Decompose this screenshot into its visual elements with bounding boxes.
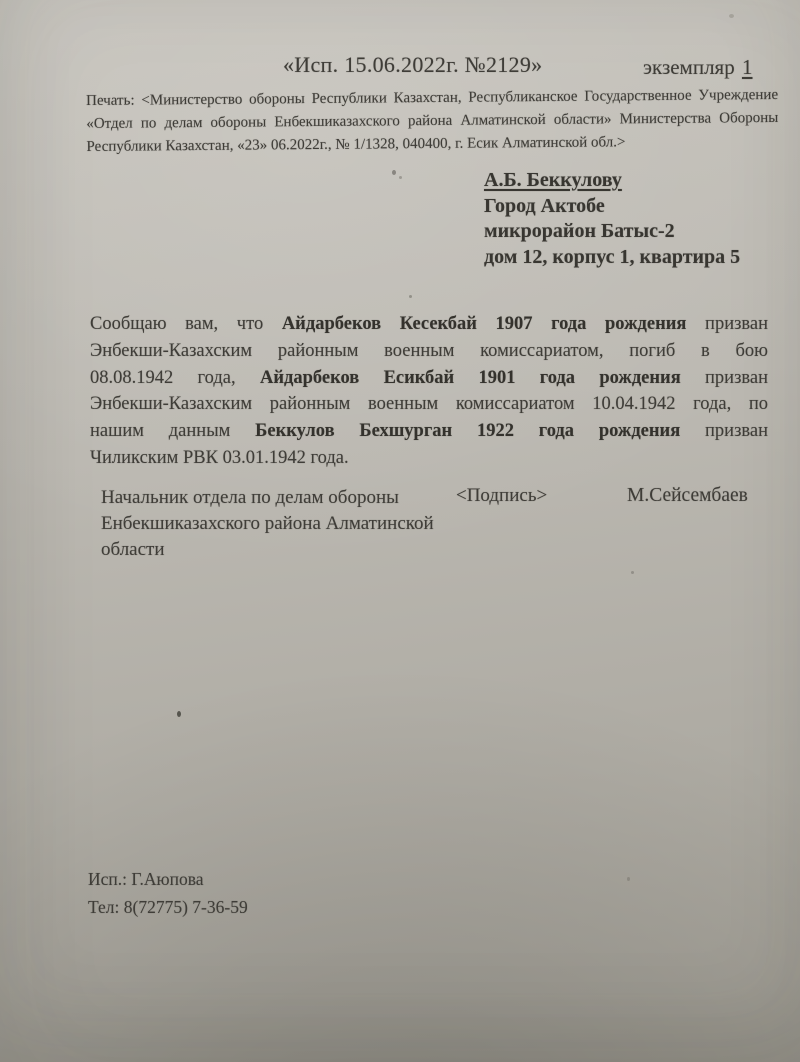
- stamp-transcription: [86, 84, 779, 159]
- stamp-line: «Отдел по делам обороны Енбекшиказахского района Алматинской области» Министерства Обороны: [86, 109, 779, 132]
- execution-note: «Исп. 15.06.2022г. №2129»: [283, 52, 543, 77]
- body-text-segment: призван: [680, 421, 768, 442]
- executor-line: Исп.: Г.Аюпова: [88, 869, 204, 889]
- paper-speck: [409, 295, 412, 298]
- copy-number: 1: [741, 55, 753, 79]
- signer-position-line: области: [101, 539, 165, 561]
- signer-position: [101, 485, 479, 564]
- recipient-address-line: Город Актобе: [484, 194, 605, 217]
- recipient-name: А.Б. Беккулову: [484, 169, 622, 191]
- body-text-segment: нашим данным: [90, 421, 256, 442]
- paper-speck: [729, 14, 734, 18]
- stamp-line: Печать: <Министерство обороны Республики Казахстан, Республиканское Государственное Учреждение: [86, 86, 779, 109]
- body-text-segment: Энбекши-Казахским районным военным комиссариатом 10.04.1942 года, по: [90, 394, 768, 415]
- signature-placeholder: <Подпись>: [456, 485, 548, 506]
- recipient-address-line: дом 12, корпус 1, квартира 5: [484, 245, 741, 268]
- recipient-block: [484, 168, 740, 270]
- body-text-segment: 08.08.1942 года,: [90, 367, 260, 388]
- body-line: [90, 418, 768, 445]
- recipient-address: [484, 194, 740, 271]
- body-line: [90, 445, 768, 472]
- body-text-segment: призван: [680, 367, 768, 388]
- body-line: [90, 338, 768, 365]
- person-record-emphasis: Айдарбеков Кесекбай 1907 года рождения: [281, 314, 687, 334]
- body-text-segment: Чиликским РВК 03.01.1942 года.: [90, 447, 349, 468]
- stamp-line: Республики Казахстан, «23» 06.2022г., № 1/1328, 040400, г. Есик Алматинской обл.>: [86, 134, 626, 155]
- body-text-segment: Сообщаю вам, что: [90, 314, 282, 334]
- recipient-address-line: микрорайон Батыс-2: [484, 220, 675, 242]
- paper-speck: [177, 711, 181, 717]
- body-text-segment: призван: [686, 314, 768, 334]
- signer-name: М.Сейсембаев: [627, 485, 748, 506]
- body-line: [90, 391, 768, 418]
- copy-number-note: [643, 55, 754, 80]
- paper-speck: [627, 877, 630, 881]
- signer-position-line: Енбекшиказахского района Алматинской: [101, 513, 434, 535]
- signer-position-line: Начальник отдела по делам обороны: [101, 487, 399, 508]
- phone-line: Тел: 8(72775) 7-36-59: [88, 896, 248, 917]
- paper-speck: [631, 571, 634, 574]
- paper-speck: [399, 176, 402, 179]
- body-paragraph: [90, 311, 768, 472]
- body-text-segment: Энбекши-Казахским районным военным комиссариатом, погиб в бою: [90, 340, 768, 361]
- paper-speck: [392, 170, 396, 175]
- executor-footer: [88, 866, 248, 921]
- body-line: [90, 365, 768, 392]
- body-line: [90, 311, 768, 338]
- person-record-emphasis: Беккулов Бехшурган 1922 года рождения: [255, 421, 681, 442]
- copy-label: экземпляр: [643, 55, 735, 79]
- person-record-emphasis: Айдарбеков Есикбай 1901 года рождения: [259, 367, 681, 388]
